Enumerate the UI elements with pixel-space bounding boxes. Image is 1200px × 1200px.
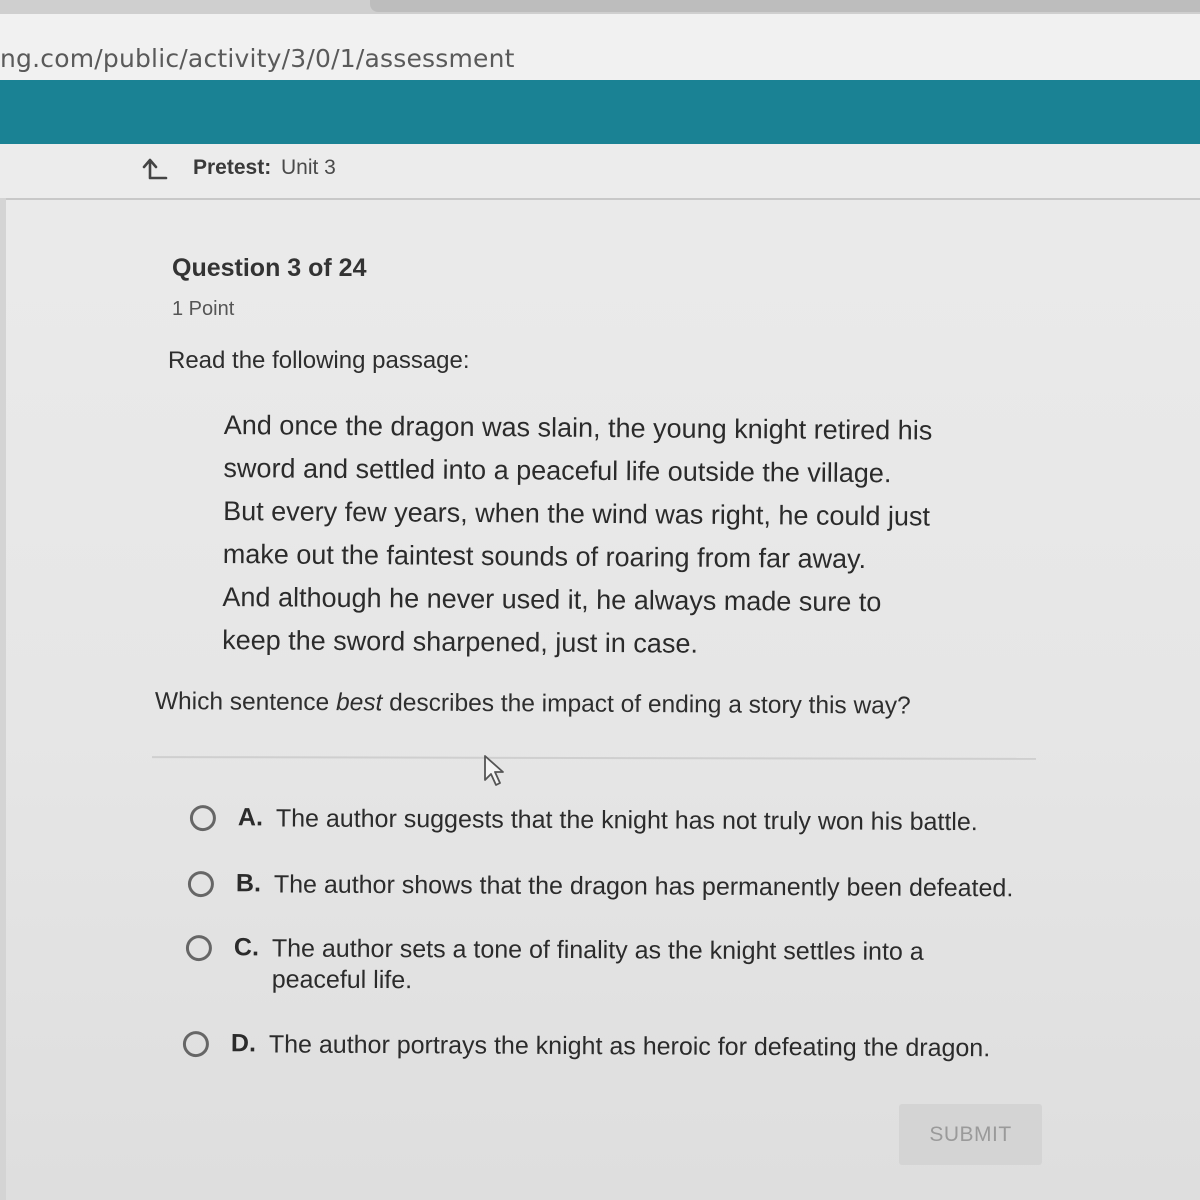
answer-choice-c[interactable] xyxy=(186,933,986,999)
passage-line: And although he never used it, he always made sure to xyxy=(222,581,882,618)
passage-line: keep the sword sharpened, just in case. xyxy=(222,624,699,659)
radio-unchecked-icon[interactable] xyxy=(186,935,212,961)
choice-text[interactable]: The author shows that the dragon has permanently been defeated. xyxy=(273,870,1014,903)
prompt-emphasis: best xyxy=(335,689,383,717)
url-text[interactable]: ng.com/public/activity/3/0/1/assessment xyxy=(0,44,515,73)
choice-text[interactable]: The author suggests that the knight has not truly won his battle. xyxy=(275,804,978,837)
passage xyxy=(222,404,984,668)
answer-choice-b[interactable] xyxy=(188,869,1068,905)
app-header-band xyxy=(0,80,1200,144)
radio-unchecked-icon[interactable] xyxy=(188,871,214,897)
answer-choice-a[interactable] xyxy=(190,803,1070,839)
passage-line: And once the dragon was slain, the young knight retired his xyxy=(223,409,933,446)
prompt-text-after: describes the impact of ending a story this way? xyxy=(382,689,911,720)
left-edge-shadow xyxy=(0,198,6,1200)
passage-line: sword and settled into a peaceful life outside the village. xyxy=(223,452,892,489)
breadcrumb-label: Pretest: xyxy=(193,156,272,179)
back-arrow-icon[interactable] xyxy=(140,156,168,184)
prompt-text-before: Which sentence xyxy=(154,688,337,717)
mouse-pointer-icon xyxy=(482,754,508,790)
submit-button[interactable]: SUBMIT xyxy=(899,1104,1042,1165)
choice-letter: B. xyxy=(235,869,261,898)
browser-tab[interactable] xyxy=(370,0,1200,12)
choice-text[interactable]: The author portrays the knight as heroic for defeating the dragon. xyxy=(268,1030,991,1063)
question-points: 1 Point xyxy=(172,298,235,320)
choice-text[interactable]: The author sets a tone of finality as the knight settles into a peaceful life. xyxy=(271,934,924,995)
breadcrumb-value: Unit 3 xyxy=(281,156,336,179)
question-title: Question 3 of 24 xyxy=(172,254,367,282)
answer-choice-d[interactable] xyxy=(183,1029,1063,1065)
passage-line: make out the faintest sounds of roaring from far away. xyxy=(222,538,867,575)
address-bar[interactable] xyxy=(0,14,1200,81)
question-prompt xyxy=(155,688,911,721)
choice-letter: A. xyxy=(237,803,263,832)
browser-tab-strip xyxy=(0,0,1200,14)
divider xyxy=(152,756,1036,760)
breadcrumb xyxy=(0,144,1200,200)
radio-unchecked-icon[interactable] xyxy=(183,1031,209,1057)
question-instruction: Read the following passage: xyxy=(168,347,470,374)
choice-letter: C. xyxy=(233,933,259,962)
passage-line: But every few years, when the wind was right, he could just xyxy=(223,495,931,532)
radio-unchecked-icon[interactable] xyxy=(190,805,216,831)
choice-letter: D. xyxy=(230,1029,256,1058)
